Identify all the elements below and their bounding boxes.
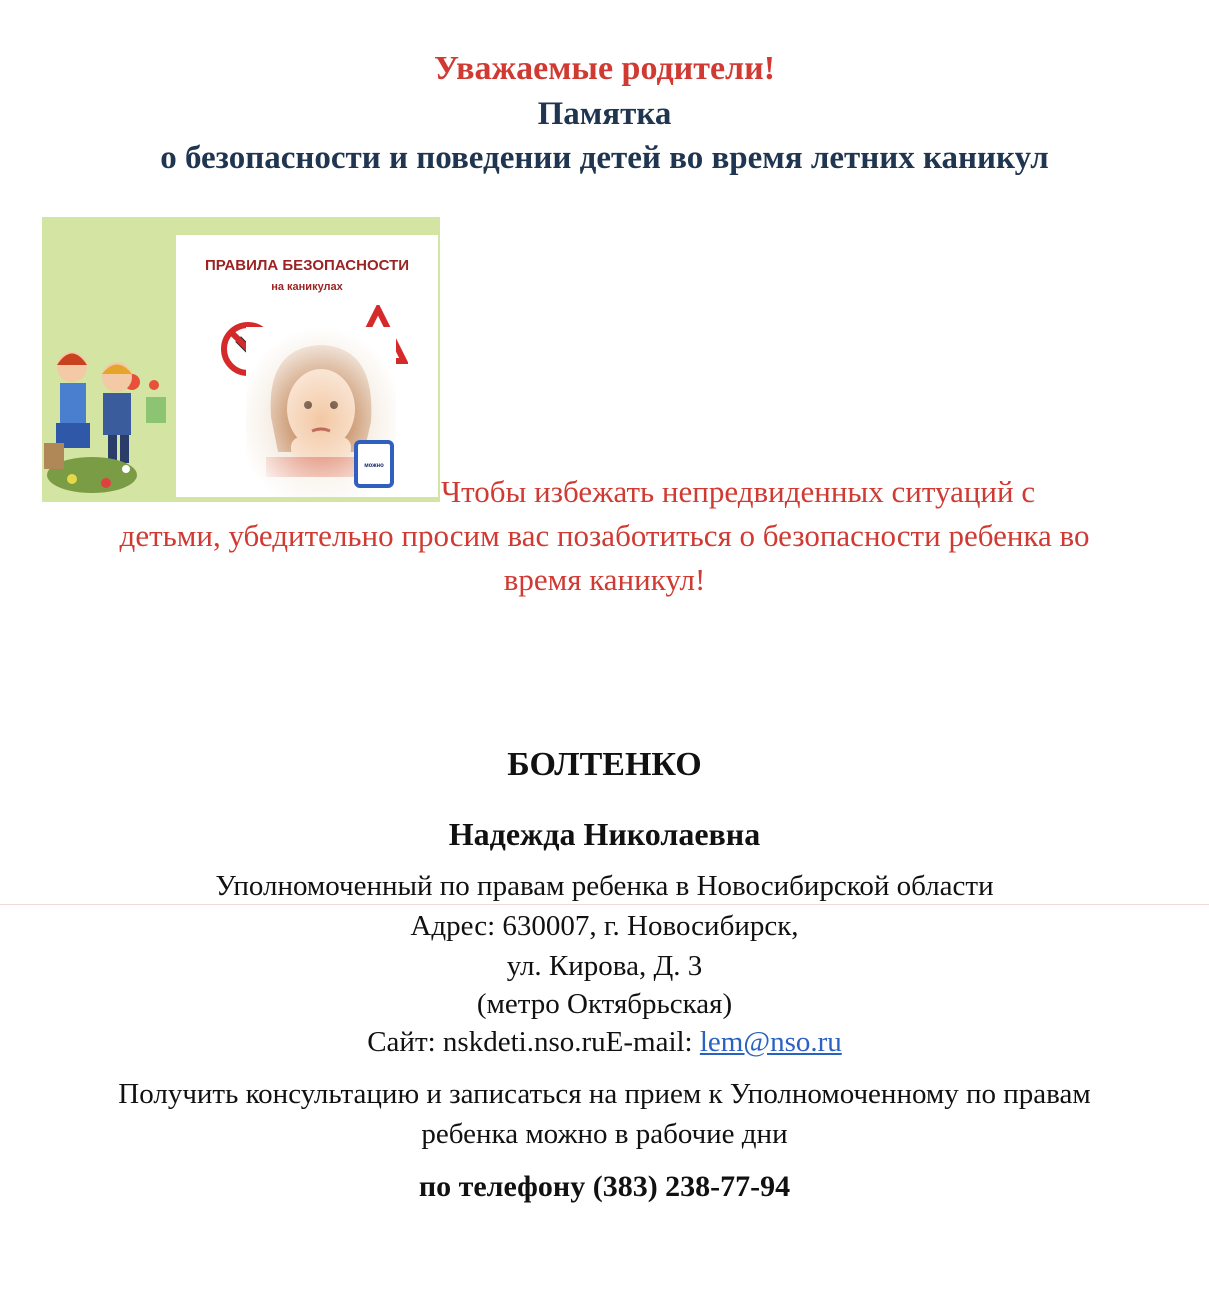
greeting-heading: Уважаемые родители! (433, 50, 776, 87)
divider (0, 904, 1209, 905)
memo-subtitle: о безопасности и поведении детей во время летних каникул (160, 140, 1049, 176)
memo-title: Памятка (537, 96, 672, 132)
safety-poster-image (42, 217, 440, 502)
email-link[interactable]: lem@nso.ru (699, 1026, 842, 1058)
warning-line-3: время каникул! (503, 562, 706, 597)
poster-title: ПРАВИЛА БЕЗОПАСНОСТИ (204, 257, 410, 274)
poster-card (176, 235, 438, 497)
address-line-3: (метро Октябрьская) (476, 988, 733, 1020)
address-line-2: ул. Кирова, Д. 3 (506, 950, 703, 982)
warning-line-1: Чтобы избежать непредвиденных ситуаций с (441, 474, 1036, 509)
ombudsman-position: Уполномоченный по правам ребенка в Новосибирской области (215, 870, 994, 902)
ombudsman-name: Надежда Николаевна (448, 816, 761, 852)
site-label: Сайт: nskdeti.nso.ruE-mail: (367, 1026, 700, 1058)
poster-subtitle: на каникулах (271, 281, 343, 293)
ombudsman-surname: БОЛТЕНКО (507, 746, 702, 783)
phone-line: по телефону (383) 238-77-94 (418, 1170, 791, 1203)
warning-line-2: детьми, убедительно просим вас позаботиться о безопасности ребенка во (119, 518, 1090, 553)
address-line-1: Адрес: 630007, г. Новосибирск, (410, 910, 799, 942)
consult-line-2: ребенка можно в рабочие дни (421, 1118, 788, 1150)
cartoon-children-illustration (42, 217, 176, 502)
permitted-sign-label: можно (364, 463, 384, 469)
consult-line-1: Получить консультацию и записаться на прием к Уполномоченному по правам (118, 1078, 1091, 1110)
site-email-line (0, 1026, 1209, 1059)
